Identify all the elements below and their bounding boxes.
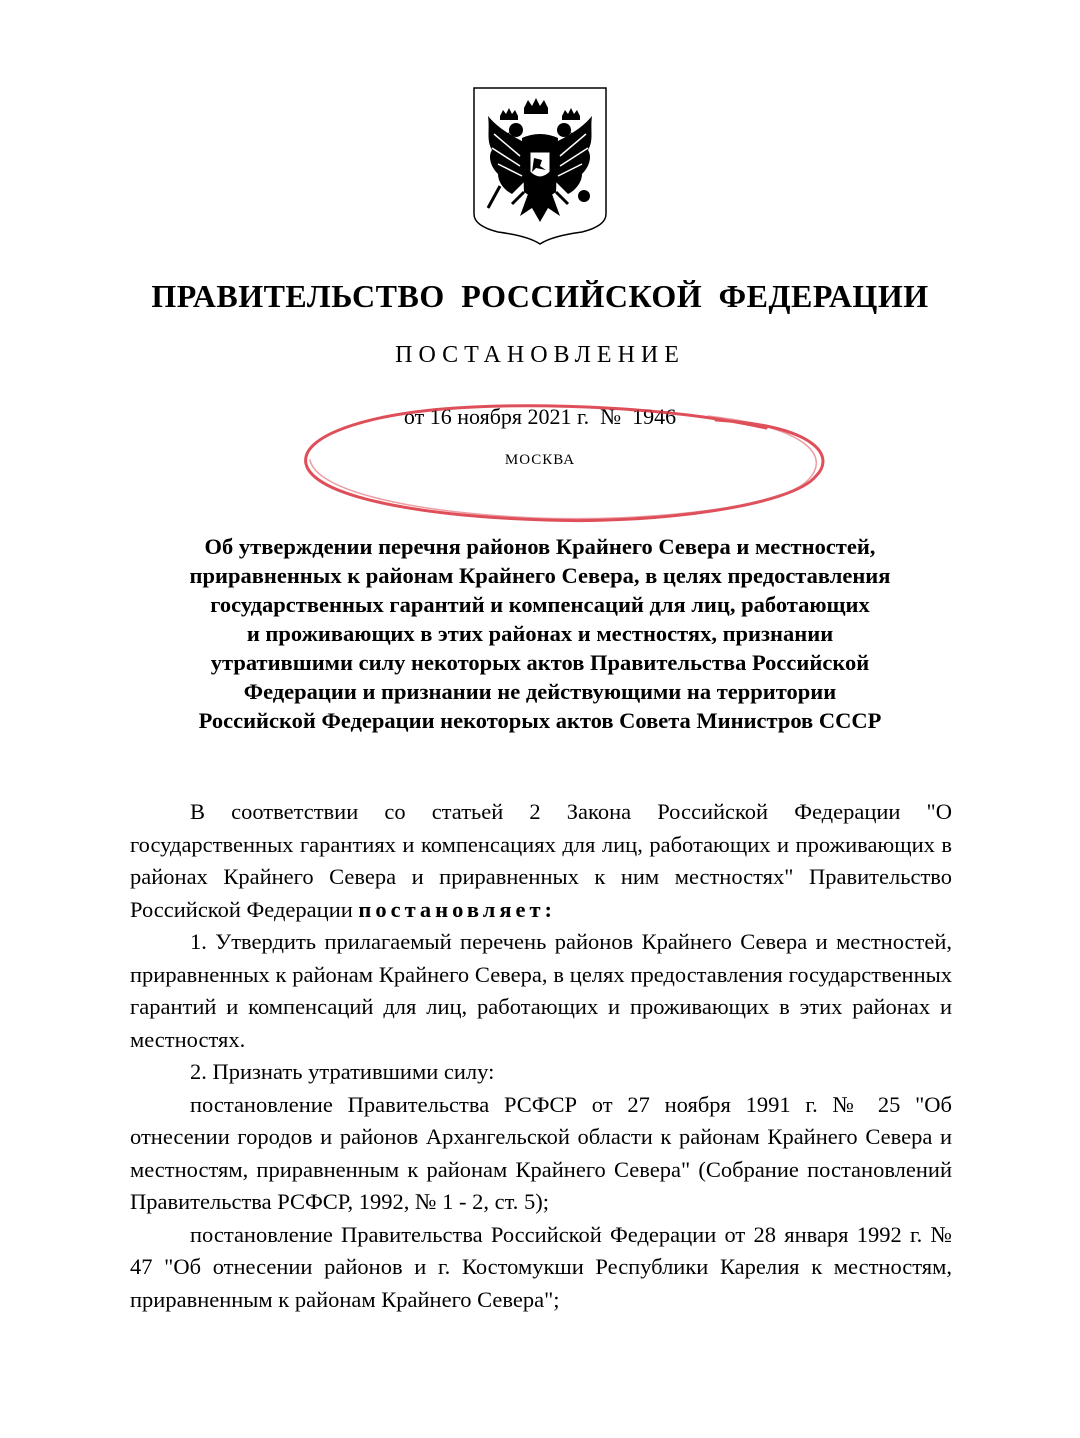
russian-coat-of-arms-icon	[472, 86, 608, 246]
resolves-keyword: постановляет:	[358, 896, 557, 922]
heading-line: и проживающих в этих районах и местностях, признании	[246, 621, 834, 646]
heading-line: Федерации и признании не действующими на территории	[243, 679, 837, 704]
red-circle-annotation	[296, 398, 832, 532]
heading-line: приравненных к районам Крайнего Севера, в целях предоставления	[189, 563, 891, 588]
heading-line: утратившими силу некоторых актов Правительства Российской	[210, 650, 870, 675]
heading-line: Об утверждении перечня районов Крайнего Севера и местностей,	[204, 534, 876, 559]
document-heading	[130, 532, 950, 735]
document-date-number: от 16 ноября 2021 г. № 1946	[403, 404, 677, 429]
government-title: ПРАВИТЕЛЬСТВО РОССИЙСКОЙ ФЕДЕРАЦИИ	[151, 278, 929, 314]
paragraph-3: постановление Правительства РСФСР от 27 ноября 1991 г. № 25 "Об отнесении городов и районов Архангельской области к районам Крайнего Севера и местностям, приравненным к районам Крайнего Севера" (Собрание постановлений Правительства РСФСР, 1992, № 1 - 2, ст. 5);	[130, 1091, 952, 1214]
city-name: МОСКВА	[504, 452, 576, 468]
document-body	[130, 796, 952, 1316]
heading-line: государственных гарантий и компенсаций для лиц, работающих	[210, 592, 870, 617]
document-type: ПОСТАНОВЛЕНИЕ	[395, 342, 685, 368]
paragraph-2: 2. Признать утратившими силу:	[190, 1059, 495, 1084]
preamble-text: В соответствии со статьей 2 Закона Российской Федерации "О государственных гарантиях и компенсациях для лиц, работающих и проживающих в районах Крайнего Севера и приравненных к ним местностях" Правительство Российской Федерации	[130, 799, 952, 922]
paragraph-1: 1. Утвердить прилагаемый перечень районов Крайнего Севера и местностей, приравненных к районам Крайнего Севера, в целях предоставления государственных гарантий и компенсаций для лиц, работающих и проживающих в этих районах и местностях.	[130, 929, 952, 1052]
paragraph-preamble	[130, 796, 952, 926]
heading-line: Российской Федерации некоторых актов Совета Министров СССР	[198, 708, 882, 733]
paragraph-4: постановление Правительства Российской Федерации от 28 января 1992 г. № 47 "Об отнесении районов и г. Костомукши Республики Карелия к местностям, приравненным к районам Крайнего Севера";	[130, 1221, 952, 1312]
